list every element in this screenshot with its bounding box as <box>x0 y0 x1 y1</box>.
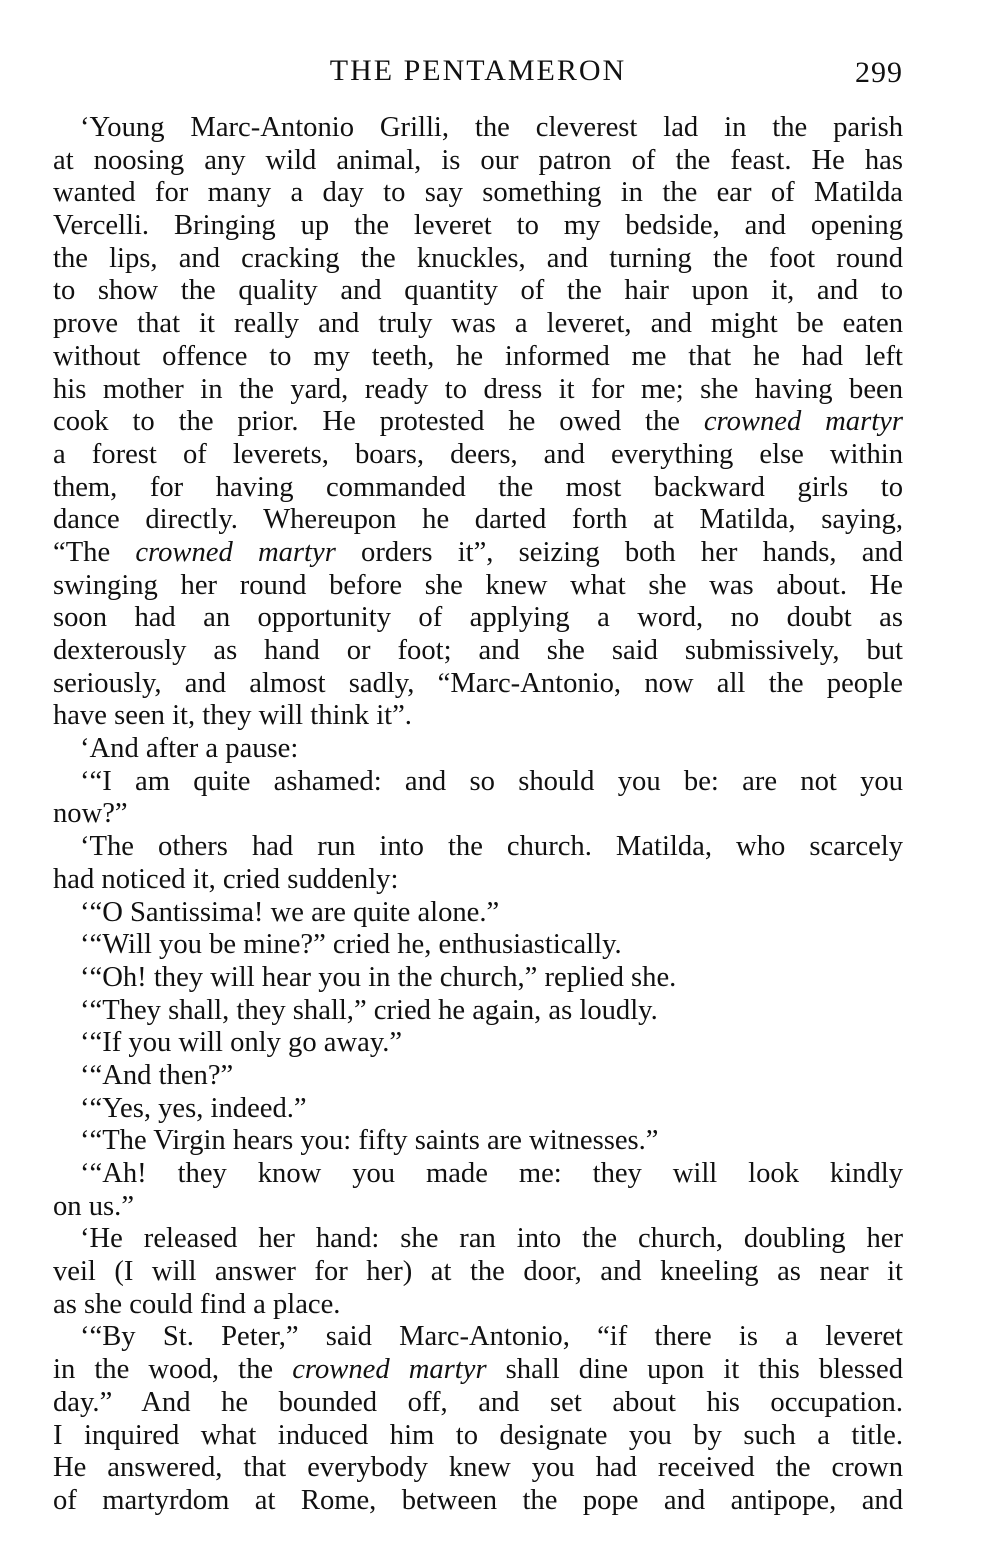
text-line: of martyrdom at Rome, between the pope and antipope, and <box>53 1484 903 1516</box>
text-line: his mother in the yard, ready to dress it for me; she having been <box>53 373 903 405</box>
italic-phrase: crowned martyr <box>703 406 903 438</box>
text-line: veil (I will answer for her) at the door, and kneeling as near it <box>53 1256 903 1288</box>
italic-phrase: crowned martyr <box>135 536 336 568</box>
text-line: soon had an opportunity of applying a word, no doubt as <box>53 602 903 634</box>
text-line: day.” And he bounded off, and set about his occupation. <box>53 1386 903 1418</box>
text-line: to show the quality and quantity of the hair upon it, and to <box>53 275 903 307</box>
text-line: have seen it, they will think it”. <box>53 700 412 732</box>
text-line: as she could find a place. <box>53 1288 341 1320</box>
text-line: now?” <box>53 798 128 830</box>
page-header <box>53 54 903 98</box>
body-text <box>53 112 903 1518</box>
text-line: ‘“They shall, they shall,” cried he again, as loudly. <box>80 994 658 1026</box>
text-line: ‘“Ah! they know you made me: they will look kindly <box>80 1158 903 1189</box>
text-line: ‘Young Marc-Antonio Grilli, the cleverest lad in the parish <box>80 112 903 143</box>
text-line: Vercelli. Bringing up the leveret to my bedside, and opening <box>53 210 903 242</box>
text-line: ‘“If you will only go away.” <box>80 1027 403 1059</box>
text-line: dance directly. Whereupon he darted forth at Matilda, saying, <box>53 504 903 536</box>
text-line: “The crowned martyr orders it”, seizing both her hands, and <box>53 536 903 568</box>
text-line: ‘“Oh! they will hear you in the church,” replied she. <box>80 961 677 993</box>
text-line: ‘“By St. Peter,” said Marc-Antonio, “if there is a leveret <box>80 1321 903 1353</box>
text-line: ‘“The Virgin hears you: fifty saints are witnesses.” <box>80 1125 659 1157</box>
text-line: He answered, that everybody knew you had received the crown <box>53 1452 903 1484</box>
text-line: on us.” <box>53 1190 135 1222</box>
text-line: ‘The others had run into the church. Matilda, who scarcely <box>80 831 903 863</box>
text-line: a forest of leverets, boars, deers, and everything else within <box>53 438 903 470</box>
text-line: dexterously as hand or foot; and she said submissively, but <box>53 635 903 666</box>
italic-phrase: crowned martyr <box>292 1354 487 1386</box>
text-line: seriously, and almost sadly, “Marc-Antonio, now all the people <box>53 667 903 699</box>
text-line: ‘“I am quite ashamed: and so should you be: are not you <box>80 765 903 797</box>
text-line: ‘“And then?” <box>80 1059 234 1091</box>
text-line: I inquired what induced him to designate you by such a title. <box>53 1419 903 1451</box>
text-line: cook to the prior. He protested he owed the crowned martyr <box>53 406 903 438</box>
book-page <box>53 54 903 1518</box>
text-line: without offence to my teeth, he informed me that he had left <box>53 340 903 372</box>
text-line: at noosing any wild animal, is our patron of the feast. He has <box>53 144 903 176</box>
text-line: ‘He released her hand: she ran into the church, doubling her <box>80 1223 903 1255</box>
text-line: prove that it really and truly was a leveret, and might be eaten <box>53 308 903 340</box>
text-line: swinging her round before she knew what she was about. He <box>53 569 903 601</box>
text-line: the lips, and cracking the knuckles, and turning the foot round <box>53 242 903 274</box>
text-line: ‘“Yes, yes, indeed.” <box>80 1092 307 1124</box>
text-line: had noticed it, cried suddenly: <box>53 863 399 895</box>
text-line: ‘“Will you be mine?” cried he, enthusiastically. <box>80 929 622 961</box>
text-line: ‘“O Santissima! we are quite alone.” <box>80 896 500 928</box>
text-line: ‘And after a pause: <box>80 733 299 765</box>
text-line: them, for having commanded the most backward girls to <box>53 471 903 503</box>
page-number: 299 <box>855 56 903 89</box>
text-line: in the wood, the crowned martyr shall dine upon it this blessed <box>53 1354 903 1386</box>
text-line: wanted for many a day to say something in the ear of Matilda <box>53 177 903 209</box>
running-title: THE PENTAMERON <box>329 54 627 87</box>
